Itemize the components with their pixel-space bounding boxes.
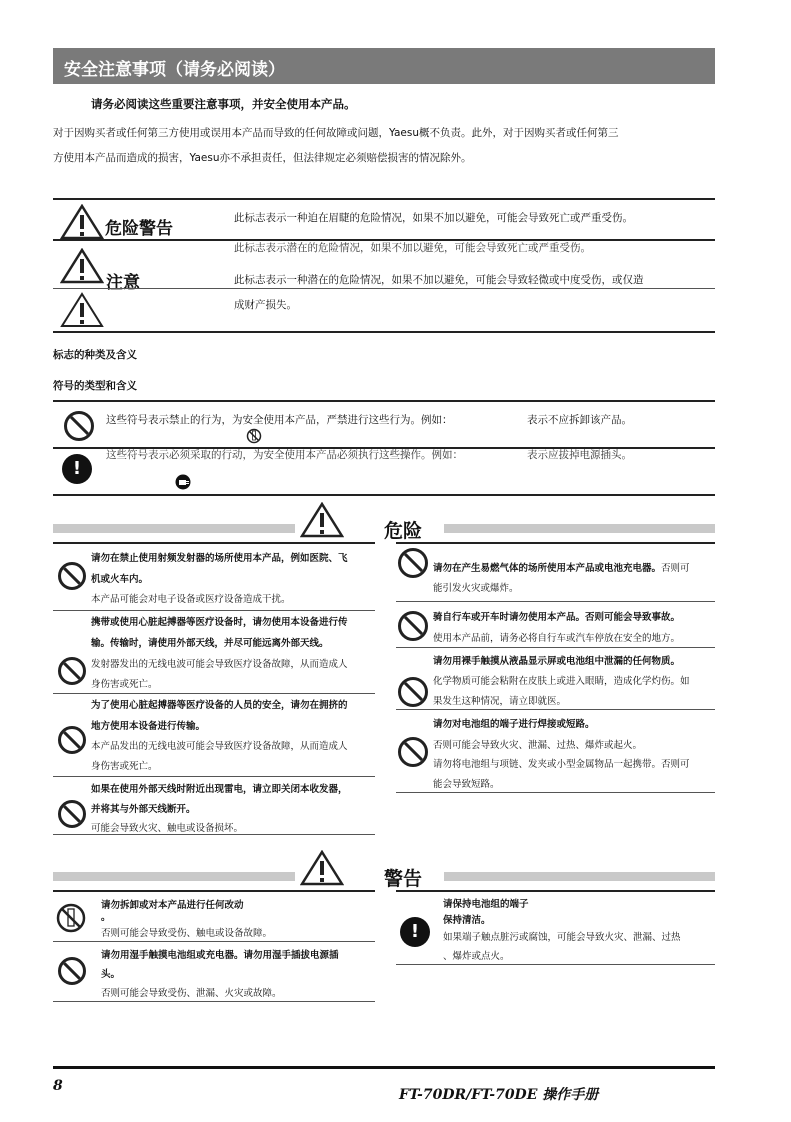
danger-item-2-line-1: 携带或使用心脏起搏器等医疗设备时，请勿使用本设备进行传 — [91, 617, 348, 628]
danger-right-item-2-line-2: 使用本产品前，请务必将自行车或汽车停放在安全的地方。 — [433, 633, 681, 644]
warning-triangle-icon — [60, 204, 104, 240]
danger-item-3-line-3: 本产品发出的无线电波可能会导致医疗设备故障，从而造成人 — [91, 741, 348, 752]
danger-signal-text: 此标志表示一种迫在眉睫的危险情况，如果不加以避免，可能会导致死亡或严重受伤。 — [234, 212, 633, 224]
warning-item-1-line-2: 。 — [101, 912, 111, 923]
divider — [53, 1001, 375, 1002]
divider — [53, 941, 375, 942]
divider — [396, 792, 715, 793]
warning-item-2-line-3: 否则可能会导致受伤、泄漏、火灾或故障。 — [101, 988, 282, 999]
danger-right-item-1-line-2: 能引发火灾或爆炸。 — [433, 583, 519, 594]
symbol-types-heading: 标志的种类及含义 — [53, 349, 137, 361]
danger-item-2-line-3: 发射器发出的无线电波可能会导致医疗设备故障，从而造成人 — [91, 659, 348, 670]
prohibit-example: 表示不应拆卸该产品。 — [527, 414, 632, 426]
warning-item-2-line-2: 头。 — [101, 969, 121, 980]
warning-right-item-1-line-3: 如果端子触点脏污或腐蚀，可能会导致火灾、泄漏、过热 — [443, 932, 681, 943]
mandatory-icon: ! — [62, 454, 92, 484]
divider — [396, 647, 715, 648]
warning-triangle-icon — [300, 850, 344, 886]
section-bar — [53, 524, 295, 533]
no-disassembly-icon — [56, 903, 86, 933]
divider — [53, 400, 715, 402]
caution-triangle-icon — [60, 292, 104, 328]
warning-triangle-icon — [300, 502, 344, 538]
symbol-meaning-heading: 符号的类型和含义 — [53, 380, 137, 392]
danger-right-item-3-line-1: 请勿用裸手触摸从液晶显示屏或电池组中泄漏的任何物质。 — [433, 656, 681, 667]
caution-signal-text-line-1: 此标志表示一种潜在的危险情况，如果不加以避免，可能会导致轻微或中度受伤，或仅造 — [234, 274, 644, 286]
page-number: 8 — [53, 1078, 63, 1094]
prohibit-description: 这些符号表示禁止的行为，为安全使用本产品，严禁进行这些行为。例如： — [106, 414, 453, 426]
warning-right-item-1-line-2: 保持清洁。 — [443, 915, 491, 926]
prohibit-icon — [58, 657, 86, 685]
prohibit-icon — [58, 562, 86, 590]
warning-item-1-line-1: 请勿拆卸或对本产品进行任何改动 — [101, 900, 244, 911]
section-title-bar — [53, 48, 715, 84]
prohibit-icon — [58, 800, 86, 828]
danger-item-4-line-2: 并将其与外部天线断开。 — [91, 804, 196, 815]
caution-signal-label: 注意 — [106, 273, 140, 293]
danger-section-title: 危险 — [384, 520, 423, 542]
warning-item-1-line-3: 否则可能会导致受伤、触电或设备故障。 — [101, 928, 273, 939]
section-bar — [444, 872, 715, 881]
divider — [53, 542, 375, 544]
warning-triangle-icon — [60, 248, 104, 284]
divider — [396, 964, 715, 965]
danger-item-3-line-2: 地方使用本设备进行传输。 — [91, 721, 206, 732]
prohibit-icon — [398, 611, 428, 641]
mandatory-description: 这些符号表示必须采取的行动，为安全使用本产品必须执行这些操作。例如： — [106, 449, 463, 461]
danger-item-1-line-2: 机或火车内。 — [91, 574, 149, 585]
warning-section-title: 警告 — [384, 868, 423, 890]
divider — [396, 601, 715, 602]
divider — [53, 494, 715, 496]
danger-right-item-4-line-3: 请勿将电池组与项链、发夹或小型金属物品一起携带。否则可 — [433, 759, 690, 770]
divider — [53, 834, 375, 835]
danger-item-2-line-4: 身伤害或死亡。 — [91, 679, 158, 690]
danger-item-4-line-3: 可能会导致火灾、触电或设备损坏。 — [91, 823, 244, 834]
danger-item-3-line-1: 为了使用心脏起搏器等医疗设备的人员的安全，请勿在拥挤的 — [91, 700, 348, 711]
divider — [396, 542, 715, 544]
prohibit-icon — [58, 957, 86, 985]
mandatory-example: 表示应拔掉电源插头。 — [527, 449, 632, 461]
divider — [396, 890, 715, 892]
divider — [53, 288, 715, 289]
prohibit-icon — [58, 726, 86, 754]
danger-right-item-4-line-4: 能会导致短路。 — [433, 779, 500, 790]
warning-item-2-line-1: 请勿用湿手触摸电池组或充电器。请勿用湿手插拔电源插 — [101, 950, 339, 961]
warning-right-item-1-line-1: 请保持电池组的端子 — [443, 899, 529, 910]
danger-right-item-3-line-3: 果发生这种情况，请立即就医。 — [433, 696, 567, 707]
danger-right-item-4-line-2: 否则可能会导致火灾、泄漏、过热、爆炸或起火。 — [433, 740, 643, 751]
danger-item-1-line-1: 请勿在禁止使用射频发射器的场所使用本产品，例如医院、飞 — [91, 553, 348, 564]
prohibit-icon — [398, 548, 428, 578]
divider — [53, 331, 715, 333]
divider — [53, 198, 715, 200]
danger-right-item-4-line-1: 请勿对电池组的端子进行焊接或短路。 — [433, 719, 595, 730]
danger-right-item-1-line-1: 请勿在产生易燃气体的场所使用本产品或电池充电器。否则可 — [433, 563, 690, 574]
warning-right-item-1-line-4: 、爆炸或点火。 — [443, 951, 510, 962]
page-title: 安全注意事项（请务必阅读） — [64, 60, 285, 80]
danger-right-item-2-line-1: 骑自行车或开车时请勿使用本产品。否则可能会导致事故。 — [433, 612, 681, 623]
prohibit-icon — [64, 411, 94, 441]
manual-title: FT-70DR/FT-70DE 操作手册 — [399, 1087, 599, 1103]
prohibit-icon — [398, 737, 428, 767]
caution-signal-text-line-2: 成财产损失。 — [234, 299, 297, 311]
danger-item-3-line-4: 身伤害或死亡。 — [91, 761, 158, 772]
section-bar — [53, 872, 295, 881]
divider — [53, 610, 375, 611]
section-bar — [444, 524, 715, 533]
warning-signal-text: 此标志表示潜在的危险情况，如果不加以避免，可能会导致死亡或严重受伤。 — [234, 242, 591, 254]
danger-item-1-line-3: 本产品可能会对电子设备或医疗设备造成干扰。 — [91, 594, 291, 605]
prohibit-icon — [398, 677, 428, 707]
no-disassembly-icon — [246, 428, 262, 444]
intro-paragraph-line-2: 方使用本产品而造成的损害，Yaesu亦不承担责任，但法律规定必须赔偿损害的情况除外。 — [53, 152, 472, 164]
divider — [53, 776, 375, 777]
intro-lead: 请务必阅读这些重要注意事项，并安全使用本产品。 — [91, 97, 356, 111]
danger-item-4-line-1: 如果在使用外部天线时附近出现雷电，请立即关闭本收发器， — [91, 784, 348, 795]
danger-right-item-3-line-2: 化学物质可能会粘附在皮肤上或进入眼睛，造成化学灼伤。如 — [433, 676, 690, 687]
divider — [53, 693, 375, 694]
divider — [396, 709, 715, 710]
mandatory-icon: ! — [400, 917, 430, 947]
danger-signal-label: 危险警告 — [105, 219, 173, 239]
intro-paragraph-line-1: 对于因购买者或任何第三方使用或误用本产品而导致的任何故障或问题，Yaesu概不负责。此外，对于因购买者或任何第三 — [53, 127, 619, 139]
danger-item-2-line-2: 输。传输时，请使用外部天线，并尽可能远离外部天线。 — [91, 638, 329, 649]
unplug-icon — [175, 474, 191, 490]
footer-rule — [53, 1066, 715, 1069]
divider — [53, 890, 375, 892]
